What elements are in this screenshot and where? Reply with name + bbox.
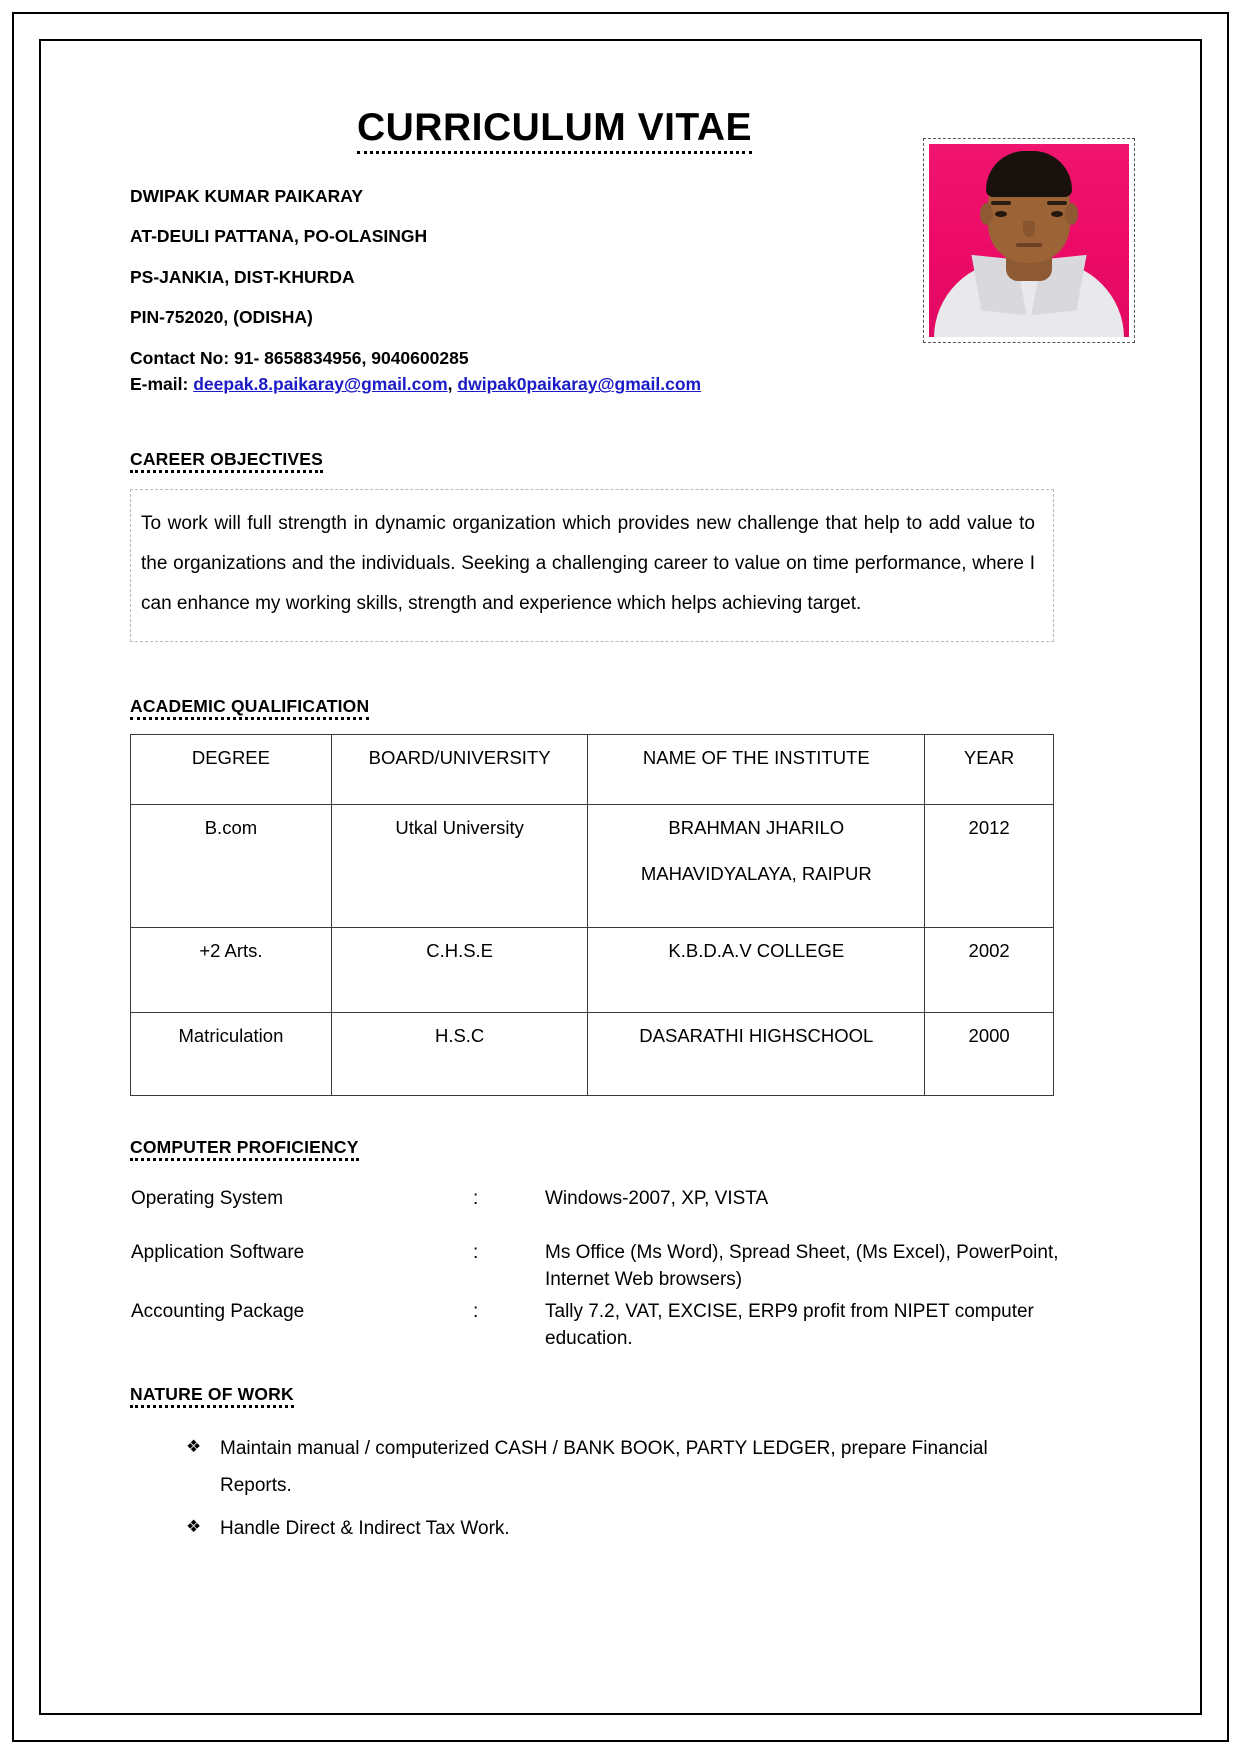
address-line-3: PIN-752020, (ODISHA) (130, 307, 313, 328)
proficiency-label: Accounting Package (131, 1301, 305, 1323)
cell-institute: K.B.D.A.V COLLEGE (588, 927, 925, 1012)
cell-year: 2012 (925, 804, 1054, 927)
personal-details (130, 185, 830, 395)
email-label: E-mail: (130, 374, 189, 395)
photo-hair (986, 151, 1072, 197)
proficiency-colon: : (473, 1242, 479, 1264)
cell-degree: Matriculation (131, 1012, 332, 1095)
career-objectives-heading: CAREER OBJECTIVES (130, 450, 323, 473)
email-row (130, 375, 830, 394)
nature-of-work-section (130, 1385, 1129, 1547)
column-header-degree: DEGREE (131, 734, 332, 804)
table-row (131, 804, 1054, 927)
cell-institute (588, 804, 925, 927)
photo-eye-right (1051, 211, 1063, 217)
career-objectives-box (130, 489, 1054, 642)
proficiency-row (130, 1185, 1060, 1239)
list-item (186, 1510, 1129, 1547)
career-objectives-section (130, 450, 1129, 473)
proficiency-colon: : (473, 1188, 479, 1210)
cv-document (60, 60, 1181, 1696)
computer-proficiency-heading: COMPUTER PROFICIENCY (130, 1138, 359, 1161)
table-header-row (131, 734, 1054, 804)
proficiency-label: Application Software (131, 1242, 305, 1264)
column-header-institute: NAME OF THE INSTITUTE (588, 734, 925, 804)
proficiency-label: Operating System (131, 1188, 284, 1210)
column-header-year: YEAR (925, 734, 1054, 804)
proficiency-value: Tally 7.2, VAT, EXCISE, ERP9 profit from NIPET computer education. (545, 1301, 1034, 1350)
diamond-bullet-icon: ❖ (186, 1517, 202, 1537)
photo-ear-right (1065, 203, 1078, 225)
academic-qualification-heading: ACADEMIC QUALIFICATION (130, 697, 369, 720)
cell-institute-line-1: BRAHMAN JHARILO (668, 816, 845, 838)
cell-year: 2000 (925, 1012, 1054, 1095)
contact-number: Contact No: 91- 8658834956, 9040600285 (130, 347, 469, 368)
proficiency-row (130, 1298, 1060, 1357)
photo-eyebrow-right (1047, 201, 1067, 205)
table-row (131, 927, 1054, 1012)
candidate-photo-frame (923, 138, 1135, 343)
proficiency-colon: : (473, 1301, 479, 1323)
cell-institute: DASARATHI HIGHSCHOOL (588, 1012, 925, 1095)
cell-board: H.S.C (331, 1012, 588, 1095)
photo-eye-left (995, 211, 1007, 217)
academic-table (130, 734, 1054, 1096)
email-link-primary[interactable]: deepak.8.paikaray@gmail.com (193, 374, 448, 395)
candidate-name: DWIPAK KUMAR PAIKARAY (130, 185, 364, 206)
cell-board: Utkal University (331, 804, 588, 927)
cell-institute-line-2: MAHAVIDYALAYA, RAIPUR (640, 862, 872, 884)
photo-ear-left (980, 203, 993, 225)
column-header-board: BOARD/UNIVERSITY (331, 734, 588, 804)
list-item-text: Maintain manual / computerized CASH / BANK BOOK, PARTY LEDGER, prepare Financial Reports. (220, 1438, 988, 1497)
academic-table-wrapper (130, 734, 1129, 1096)
table-row (131, 1012, 1054, 1095)
candidate-photo (929, 144, 1129, 337)
photo-mouth (1016, 243, 1042, 247)
proficiency-value: Ms Office (Ms Word), Spread Sheet, (Ms Excel), PowerPoint, Internet Web browsers) (545, 1242, 1059, 1291)
email-separator: , (447, 374, 453, 395)
photo-eyebrow-left (991, 201, 1011, 205)
career-objectives-text: To work will full strength in dynamic organization which provides new challenge that help to add value to the organizations and the individuals. Seeking a challenging career to value on time performance, where I can enhance my working skills, strength and experience which helps achieving target. (141, 512, 1035, 615)
nature-of-work-list (130, 1430, 1129, 1547)
email-link-secondary[interactable]: dwipak0paikaray@gmail.com (457, 374, 702, 395)
computer-proficiency-section (130, 1138, 1129, 1357)
cell-degree: B.com (131, 804, 332, 927)
proficiency-value: Windows-2007, XP, VISTA (545, 1188, 769, 1210)
cell-year: 2002 (925, 927, 1054, 1012)
academic-qualification-section (130, 697, 1129, 720)
diamond-bullet-icon: ❖ (186, 1437, 202, 1457)
address-line-2: PS-JANKIA, DIST-KHURDA (130, 266, 355, 287)
list-item (186, 1430, 1129, 1504)
proficiency-row (130, 1239, 1060, 1298)
address-line-1: AT-DEULI PATTANA, PO-OLASINGH (130, 226, 428, 247)
list-item-text: Handle Direct & Indirect Tax Work. (220, 1518, 510, 1540)
cell-board: C.H.S.E (331, 927, 588, 1012)
computer-proficiency-table (130, 1185, 1060, 1357)
nature-of-work-heading: NATURE OF WORK (130, 1385, 294, 1408)
page-title: CURRICULUM VITAE (357, 108, 752, 154)
photo-nose (1023, 221, 1035, 237)
cell-degree: +2 Arts. (131, 927, 332, 1012)
